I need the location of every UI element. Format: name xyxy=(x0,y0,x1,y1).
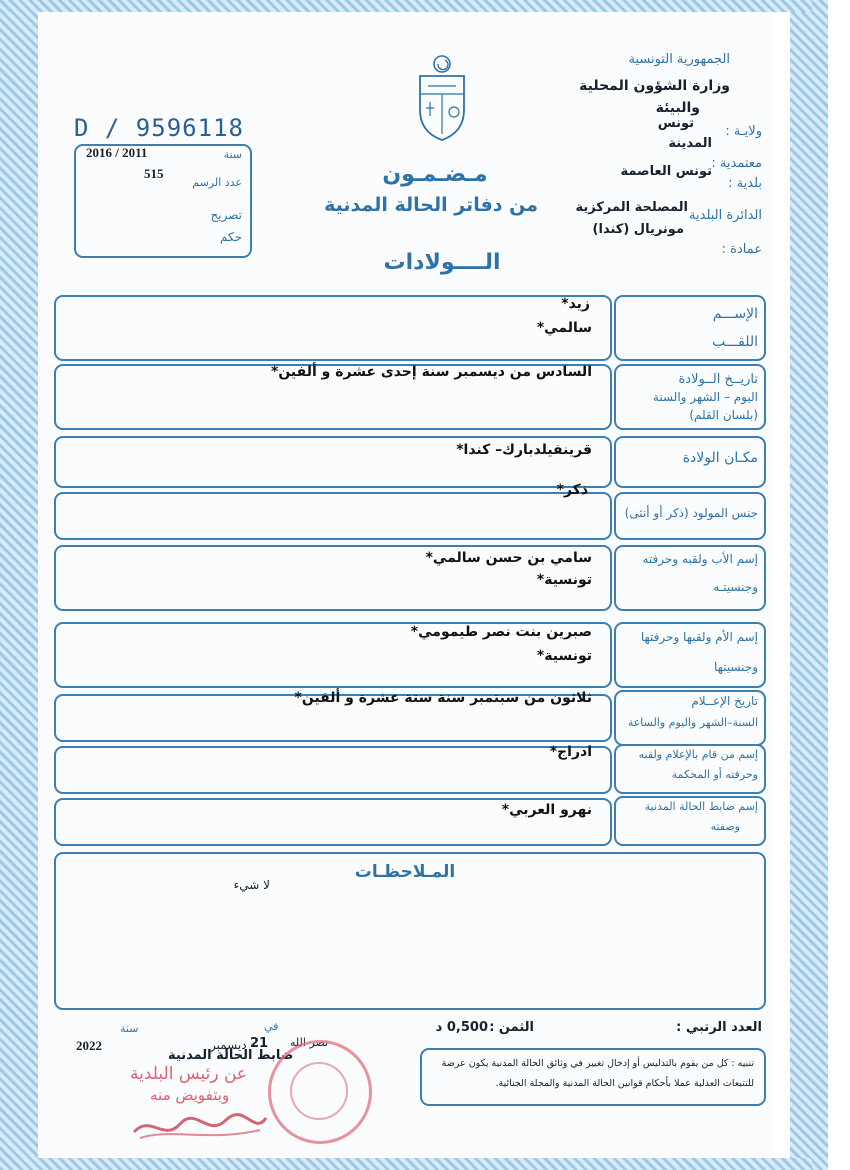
remarks-value: لا شيء xyxy=(233,878,270,892)
label-box-name xyxy=(614,295,766,361)
register-declaration-label: تصريح xyxy=(210,208,242,222)
footer-year-value: 2022 xyxy=(76,1038,102,1053)
republic-title: الجمهورية التونسية xyxy=(628,52,730,67)
label-father: إسم الأب ولقبه وحرفته xyxy=(642,552,758,566)
value-box-name xyxy=(54,295,612,361)
value-birth-place: قرينفيلدبارك– كندا* xyxy=(456,442,592,458)
baladiya-label: بلدية : xyxy=(728,176,762,191)
wilaya-label: ولايـة : xyxy=(725,124,762,139)
register-year-label: سنة xyxy=(223,148,242,161)
footer-month-value: ديسمبر xyxy=(210,1038,247,1052)
footer-year-label: سنة xyxy=(120,1022,139,1035)
wilaya-value: تونس xyxy=(657,116,694,131)
imada-value: مونريال (كندا) xyxy=(592,222,684,237)
footer-on-label: في xyxy=(264,1020,279,1033)
label-father-nationality: وجنسيتـه xyxy=(713,580,758,594)
order-number-label: العدد الرتبي : xyxy=(676,1020,762,1035)
value-mother: صبرين بنت نصر طيمومي* xyxy=(410,624,592,640)
label-mother: إسم الأم ولقبها وحرفتها xyxy=(640,630,758,644)
value-surname: سالمي* xyxy=(536,320,592,336)
notice-line2: للتتبعات العدلية عملا بأحكام قوانين الحالة المدنية والمجلة الجنائية. xyxy=(495,1078,754,1089)
value-declaration-date: ثلاثون من سبتمبر سنة ستة عشرة و ألفين* xyxy=(294,690,592,706)
value-declarant: ادراج* xyxy=(549,744,592,760)
value-sex: ذكر* xyxy=(556,482,588,498)
scan-margin xyxy=(828,0,850,1170)
value-first-name: زيد* xyxy=(561,296,590,312)
value-birth-date: السادس من ديسمبر سنة إحدى عشرة و ألفين* xyxy=(271,364,592,380)
label-surname: اللقـــب xyxy=(712,334,758,350)
label-birth-date: تاريــخ الــولادة xyxy=(678,372,758,387)
label-declaration-date: تاريخ الإعــلام xyxy=(691,694,758,708)
signature-line2: وبتفويض منه xyxy=(150,1086,230,1104)
label-birth-date-detail: اليوم – الشهر والسنة xyxy=(652,390,758,404)
value-officer: نهرو العربي* xyxy=(501,802,592,818)
guilloche-border-left xyxy=(0,0,38,1170)
official-stamp-inner-icon xyxy=(290,1062,348,1120)
baladiya-value: تونس العاصمة xyxy=(620,164,712,179)
footer-day-value: 21 xyxy=(250,1036,269,1051)
register-number-label: عدد الرسم xyxy=(192,176,242,189)
value-box-declarant xyxy=(54,746,612,794)
label-declarant: إسم من قام بالإعلام ولقبه xyxy=(638,748,758,761)
handwritten-signature-icon xyxy=(130,1108,270,1144)
label-sex: جنس المولود (ذكر أو أنثى) xyxy=(624,506,758,520)
price-label: الثمن : xyxy=(489,1020,534,1035)
coat-of-arms-icon xyxy=(414,50,470,142)
mutamadiya-label: معتمدية : xyxy=(711,156,762,171)
document-subtitle: من دفاتر الحالة المدنية xyxy=(324,194,538,216)
ministry-line1: وزارة الشؤون المحلية xyxy=(579,78,730,94)
mutamadiya-value: المدينة xyxy=(668,136,712,151)
footer-nasrallah: نصر الله xyxy=(290,1036,329,1049)
guilloche-border-right xyxy=(790,0,828,1170)
price-value: 0,500 د xyxy=(435,1020,488,1035)
label-mother-nationality: وجنسيتها xyxy=(714,660,758,674)
signature-line1: عن رئيس البلدية xyxy=(130,1064,248,1084)
document-title: مـضـمـون xyxy=(382,162,488,187)
daira-value: المصلحة المركزية xyxy=(575,200,688,215)
officer-signature-label: ضابط الحالة المدنية xyxy=(168,1048,294,1063)
value-father: سامي بن حسن سالمي* xyxy=(425,550,592,566)
label-birth-date-words: (بلسان القلم) xyxy=(689,408,758,422)
section-title: الــــولادات xyxy=(383,250,501,275)
serial-number: D / 9596118 xyxy=(74,114,244,142)
label-declaration-date-detail: السنة–الشهر واليوم والساعة xyxy=(627,716,758,729)
label-first-name: الإســـم xyxy=(712,306,758,322)
register-judgment-label: حكم xyxy=(219,230,242,244)
value-box-sex xyxy=(54,492,612,540)
imada-label: عمادة : xyxy=(721,242,762,257)
value-mother-nationality: تونسية* xyxy=(536,648,592,664)
label-officer: إسم ضابط الحالة المدنية xyxy=(644,800,758,813)
label-birth-place: مكـان الولادة xyxy=(682,450,758,466)
value-father-nationality: تونسية* xyxy=(536,572,592,588)
ministry-line2: والبيئة xyxy=(655,100,700,116)
guilloche-border-top xyxy=(0,0,812,12)
register-number-value: 515 xyxy=(144,166,164,181)
notice-line1: تنبيه : كل من يقوم بالتدليس أو إدخال تغيير في وثائق الحالة المدنية يكون عرضة xyxy=(441,1058,754,1069)
guilloche-border-bottom xyxy=(0,1158,812,1170)
label-declarant-detail: وحرفته أو المحكمة xyxy=(671,768,758,781)
notice-box xyxy=(420,1048,766,1106)
daira-label: الدائرة البلدية xyxy=(689,208,762,223)
remarks-title: المـلاحظـات xyxy=(354,862,456,882)
register-year-value: 2016 / 2011 xyxy=(86,145,148,160)
label-officer-title: وصفته xyxy=(710,820,740,833)
